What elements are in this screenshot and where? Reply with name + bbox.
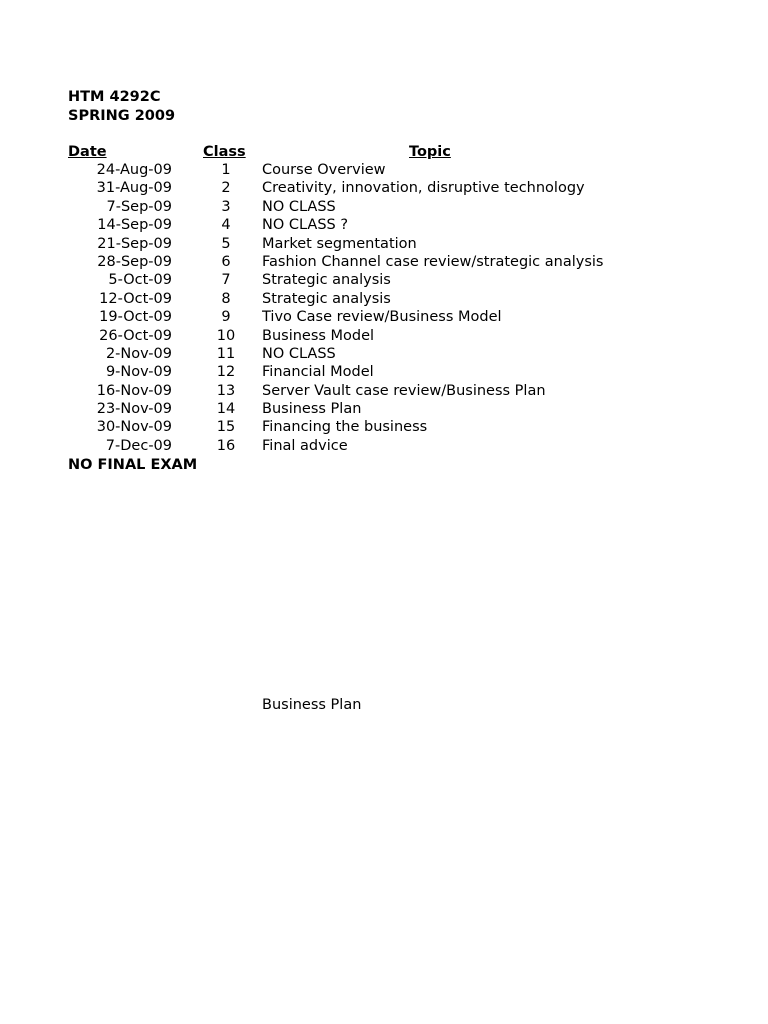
topic-cell: Fashion Channel case review/strategic analysis <box>262 253 604 270</box>
date-cell: 14-Sep-09 <box>97 217 172 234</box>
date-cell: 2-Nov-09 <box>105 345 172 362</box>
no-final-exam-note: NO FINAL EXAM <box>68 457 198 473</box>
topic-cell: Final advice <box>262 437 348 454</box>
topic-cell: Strategic analysis <box>262 290 391 307</box>
column-header-class: Class <box>203 144 246 160</box>
class-number-cell: 2 <box>221 180 231 197</box>
topic-cell: Market segmentation <box>262 235 417 252</box>
topic-cell: Creativity, innovation, disruptive technology <box>262 180 585 197</box>
table-row <box>0 382 768 400</box>
date-cell: 12-Oct-09 <box>99 290 172 307</box>
table-row <box>0 179 768 197</box>
class-number-cell: 8 <box>221 290 231 307</box>
topic-cell: Server Vault case review/Business Plan <box>262 382 546 399</box>
table-row <box>0 271 768 289</box>
class-number-cell: 14 <box>216 401 236 418</box>
date-cell: 26-Oct-09 <box>99 327 172 344</box>
table-row <box>0 400 768 418</box>
class-number-cell: 6 <box>221 253 231 270</box>
class-number-cell: 10 <box>216 327 236 344</box>
term-label: SPRING 2009 <box>68 108 176 124</box>
table-row <box>0 308 768 326</box>
date-cell: 23-Nov-09 <box>96 401 172 418</box>
date-cell: 19-Oct-09 <box>99 309 172 326</box>
class-number-cell: 12 <box>216 364 236 381</box>
table-row <box>0 345 768 363</box>
class-number-cell: 7 <box>221 272 231 289</box>
class-number-cell: 1 <box>221 162 231 178</box>
date-cell: 7-Dec-09 <box>105 437 172 454</box>
class-number-cell: 16 <box>216 437 236 454</box>
topic-cell: Tivo Case review/Business Model <box>262 309 502 326</box>
column-header-topic: Topic <box>409 144 451 160</box>
table-row <box>0 290 768 308</box>
topic-cell: Business Plan <box>262 401 362 418</box>
topic-cell: NO CLASS <box>262 345 336 362</box>
class-number-cell: 3 <box>221 198 231 215</box>
topic-cell: Financial Model <box>262 364 374 381</box>
class-number-cell: 15 <box>216 419 236 436</box>
table-row <box>0 437 768 455</box>
stray-cell-business-plan: Business Plan <box>262 697 362 713</box>
table-row <box>0 161 768 179</box>
table-row <box>0 327 768 345</box>
topic-cell: Course Overview <box>262 162 386 178</box>
schedule-table <box>0 161 768 455</box>
class-number-cell: 13 <box>216 382 236 399</box>
date-cell: 16-Nov-09 <box>96 382 172 399</box>
table-row <box>0 216 768 234</box>
date-cell: 28-Sep-09 <box>97 253 172 270</box>
class-number-cell: 9 <box>221 309 231 326</box>
class-number-cell: 4 <box>221 217 231 234</box>
date-cell: 5-Oct-09 <box>108 272 172 289</box>
topic-cell: Strategic analysis <box>262 272 391 289</box>
date-cell: 21-Sep-09 <box>97 235 172 252</box>
table-row <box>0 418 768 436</box>
topic-cell: Business Model <box>262 327 375 344</box>
date-cell: 31-Aug-09 <box>96 180 172 197</box>
table-row <box>0 253 768 271</box>
topic-cell: NO CLASS <box>262 198 336 215</box>
class-number-cell: 5 <box>221 235 231 252</box>
table-row <box>0 198 768 216</box>
course-code: HTM 4292C <box>68 89 161 105</box>
column-header-date: Date <box>68 144 107 160</box>
date-cell: 7-Sep-09 <box>106 198 172 215</box>
table-row <box>0 363 768 381</box>
date-cell: 9-Nov-09 <box>105 364 172 381</box>
date-cell: 30-Nov-09 <box>96 419 172 436</box>
date-cell: 24-Aug-09 <box>96 162 172 178</box>
class-number-cell: 11 <box>216 345 236 362</box>
table-row <box>0 235 768 253</box>
topic-cell: Financing the business <box>262 419 428 436</box>
topic-cell: NO CLASS ? <box>262 217 349 234</box>
